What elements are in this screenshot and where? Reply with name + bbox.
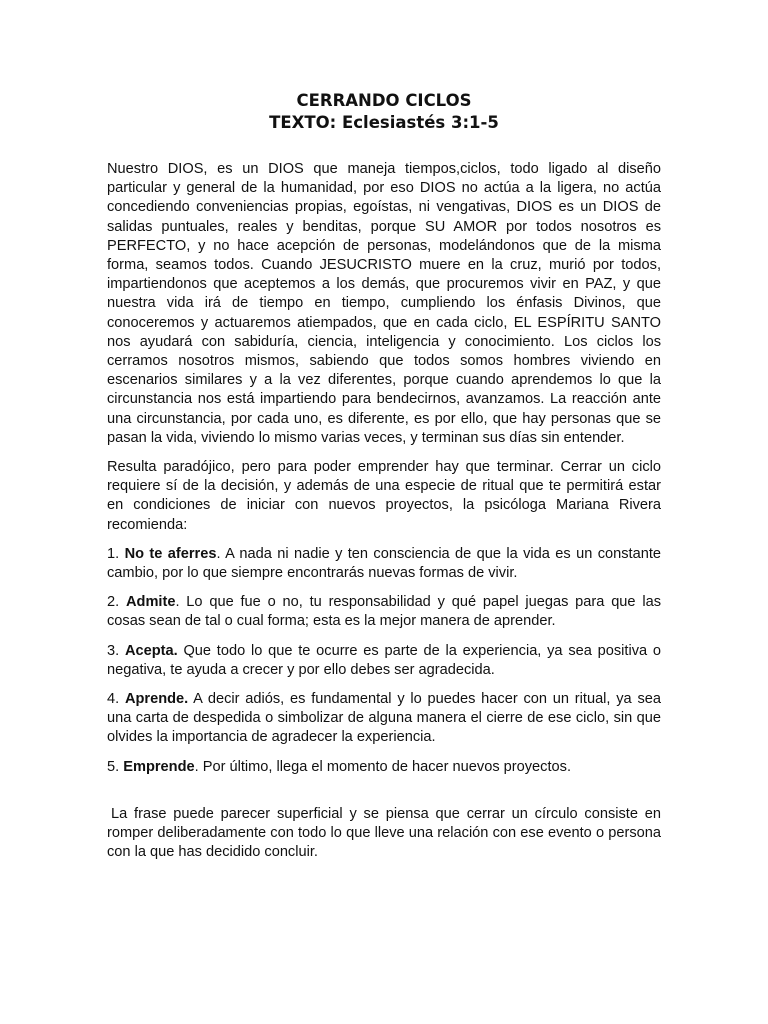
scripture-reference: Eclesiastés 3:1-5 xyxy=(342,113,499,132)
list-item-text: . A nada ni nadie y ten consciencia de que la vida es un constante cambio, por lo que siempre encontrarás nuevas formas de vivir. xyxy=(107,545,661,582)
list-item-text: Que todo lo que te ocurre es parte de la experiencia, ya sea positiva o negativa, te ayuda a crecer y por ello debes ser agradecida. xyxy=(107,642,661,678)
intro-paragraph: Nuestro DIOS, es un DIOS que maneja tiempos,ciclos, todo ligado al diseño particular y general de la humanidad, por eso DIOS no actúa a la ligera, no actúa concediendo conveniencias propias, egoístas, ni vengativas, DIOS es un DIOS de salidas puntuales, reales y benditas, porque SU AMOR por todos nosotros es PERFECTO, y no hace acepción de personas, modelándonos que de la misma forma, seamos todos. Cuando JESUCRISTO muere en la cruz, murió por todos, impartiendonos que aceptemos a los demás, que procuremos vivir en PAZ, y que nuestra vida irá de tiempo en tiempo, cumpliendo los énfasis Divinos, que conoceremos y actuaremos atiempados, que en cada ciclo, EL ESPÍRITU SANTO nos ayudará con sabiduría, ciencia, inteligencia y conocimiento. Los ciclos los cerramos nosotros mismos, sabiendo que todos somos hombres viviendo en escenarios similares y a la vez diferentes, porque cuando aprendemos lo que la circunstancia nos está impartiendo para bendecirnos, avanzamos. La reacción ante una circunstancia, por cada uno, es diferente, es por ello, que hay personas que se pasan la vida, viviendo lo mismo varias veces, y terminan sus días sin entender. xyxy=(107,161,661,446)
document-title: CERRANDO CICLOS xyxy=(296,91,472,110)
list-item-4 xyxy=(107,690,661,748)
paragraph-spacer xyxy=(107,787,661,805)
subtitle-prefix: TEXTO: xyxy=(269,113,337,132)
list-item-number: 1. xyxy=(107,545,120,562)
list-item-term: No te aferres xyxy=(124,545,217,562)
list-item-text: . Por último, llega el momento de hacer nuevos proyectos. xyxy=(194,758,571,775)
list-item-3 xyxy=(107,642,661,680)
recommendation-paragraph: Resulta paradójico, pero para poder emprender hay que terminar. Cerrar un ciclo requiere sí de la decisión, y además de una especie de ritual que te permitirá estar en condiciones de iniciar con nuevos proyectos, la psicóloga Mariana Rivera recomienda: xyxy=(107,459,661,533)
list-item-2 xyxy=(107,593,661,631)
title-block xyxy=(107,90,661,134)
list-item-term: Acepta. xyxy=(124,642,178,659)
list-item-number: 3. xyxy=(107,642,120,659)
document-page xyxy=(107,90,661,873)
list-item-text: . Lo que fue o no, tu responsabilidad y qué papel juegas para que las cosas sean de tal o cual forma; esta es la mejor manera de aprender. xyxy=(107,594,662,630)
list-item-number: 4. xyxy=(107,691,120,708)
list-item-1 xyxy=(107,545,661,583)
list-item-number: 2. xyxy=(107,594,120,611)
document-body xyxy=(107,160,661,863)
list-item-number: 5. xyxy=(107,758,120,775)
list-item-5 xyxy=(107,758,661,777)
list-item-text: A decir adiós, es fundamental y lo puedes hacer con un ritual, ya sea una carta de despedida o simbolizar de alguna manera el cierre de ese ciclo, sin que olvides la importancia de agradecer la experiencia. xyxy=(107,691,661,746)
list-item-term: Aprende. xyxy=(124,691,189,708)
document-subtitle xyxy=(107,112,661,134)
list-item-term: Emprende xyxy=(123,758,195,775)
list-item-term: Admite xyxy=(125,594,176,611)
closing-paragraph: La frase puede parecer superficial y se piensa que cerrar un círculo consiste en romper deliberadamente con todo lo que lleve una relación con ese evento o persona con la que has decidido concluir. xyxy=(107,805,661,861)
